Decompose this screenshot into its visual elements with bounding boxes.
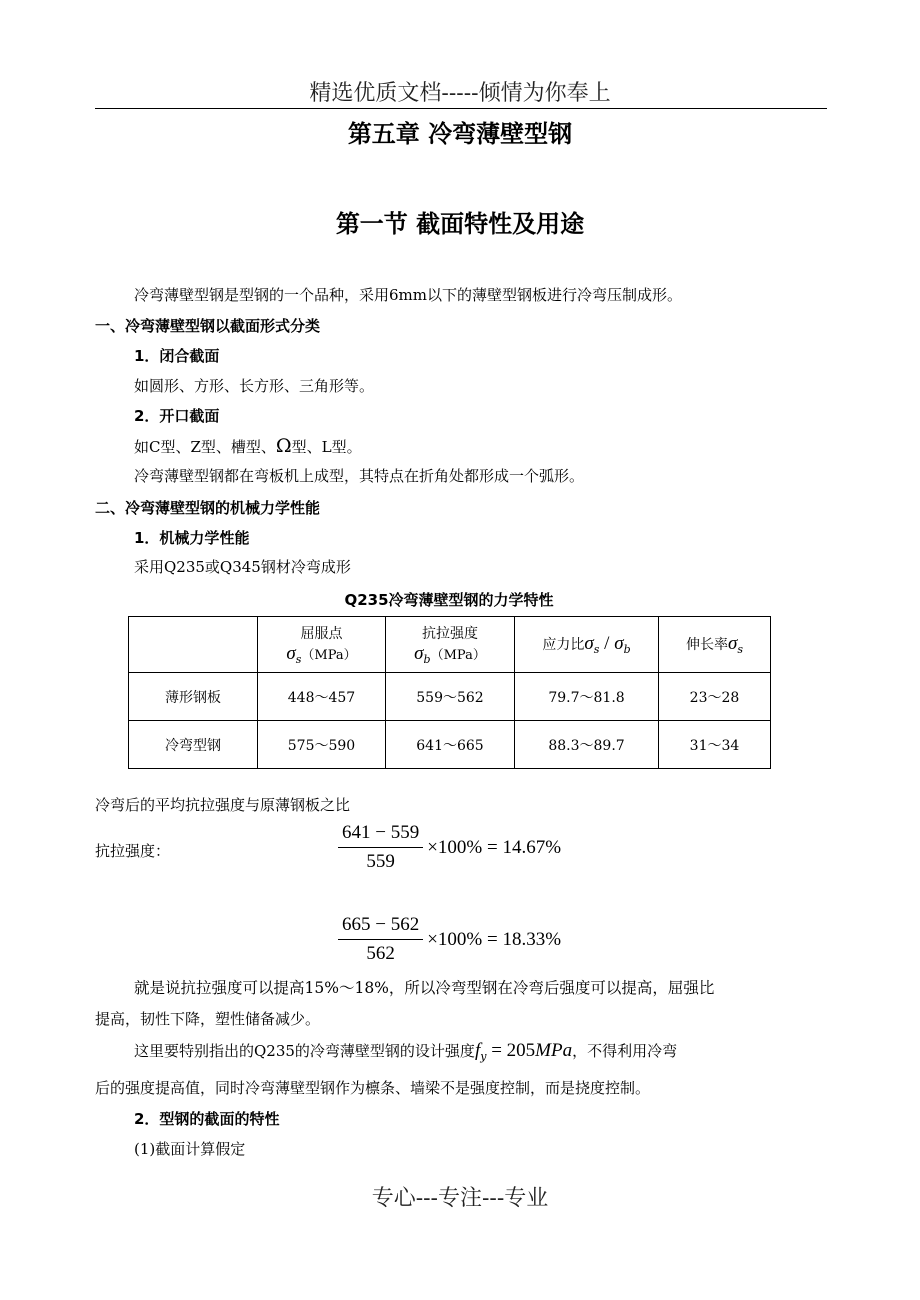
forming-text: 冷弯薄壁型钢都在弯板机上成型，其特点在折角处都形成一个弧形。 [134,467,585,485]
open-section-text-b: 型、L型。 [291,438,362,456]
row-elong-cell: 23～28 [659,673,771,721]
table-header-row [129,617,771,673]
fy-symbol: f [474,1040,481,1061]
row-yield-cell: 575～590 [258,721,386,769]
formula-1-result: ×100% = 14.67% [427,836,562,858]
heading-mechanical: 二、冷弯薄壁型钢的机械力学性能 [95,499,321,517]
row-tensile-cell: 641～665 [386,721,515,769]
row-yield-cell: 448～457 [258,673,386,721]
row-tensile-cell: 559～562 [386,673,515,721]
sigma-b-subscript: b [423,653,431,666]
page-footer: 专心---专注---专业 [371,1186,549,1211]
increase-text-line1: 就是说抗拉强度可以提高15%～18%，所以冷弯型钢在冷弯后强度可以提高，屈强比 [134,979,715,997]
assumption-text: (1)截面计算假定 [134,1140,246,1158]
formula-2-numerator: 665 − 562 [338,914,423,940]
heading-open-section: 2．开口截面 [134,407,220,425]
mechanical-properties-table [128,616,771,769]
header-tensile [386,617,515,673]
omega-symbol: Ω [275,435,292,457]
header-yield [258,617,386,673]
header-yield-label: 屈服点 [300,626,343,642]
table-row [129,721,771,769]
header-yield-unit: （MPa） [301,648,357,663]
ratio-sigma-b-symbol: σ [614,633,624,654]
ratio-sigma-s-subscript: s [593,643,600,656]
chapter-title: 第五章 冷弯薄壁型钢 [347,120,573,148]
design-strength-line2: 后的强度提高值，同时冷弯薄壁型钢作为檩条、墙梁不是强度控制，而是挠度控制。 [95,1079,651,1097]
fy-subscript: y [480,1050,487,1063]
open-section-text [134,436,362,457]
header-elongation-label: 伸长率 [685,637,728,653]
design-text-a: 这里要特别指出的Q235的冷弯薄壁型钢的设计强度 [134,1042,475,1060]
ratio-sigma-s-symbol: σ [584,633,594,654]
header-elongation [659,617,771,673]
ratio-sigma-b-subscript: b [623,643,631,656]
row-name-cell: 薄形钢板 [129,673,258,721]
header-empty-cell [129,617,258,673]
formula-tensile-2 [338,914,561,965]
row-name-cell: 冷弯型钢 [129,721,258,769]
formula-1-numerator: 641 − 559 [338,822,423,848]
row-ratio-cell: 79.7～81.8 [515,673,659,721]
intro-paragraph: 冷弯薄壁型钢是型钢的一个品种，采用6mm以下的薄壁型钢板进行冷弯压制成形。 [134,286,682,304]
header-stress-ratio [515,617,659,673]
elong-sigma-symbol: σ [727,633,738,654]
header-tensile-label: 抗拉强度 [422,626,478,642]
header-ratio-label: 应力比 [542,637,585,653]
header-tensile-unit: （MPa） [430,648,486,663]
sigma-b-symbol: σ [414,643,424,664]
open-section-text-a: 如C型、Z型、槽型、 [134,438,276,456]
heading-closed-section: 1．闭合截面 [134,347,220,365]
formula-2-denominator: 562 [366,943,395,964]
row-elong-cell: 31～34 [659,721,771,769]
formula-2-result: ×100% = 18.33% [427,928,562,950]
formula-1-denominator: 559 [366,851,395,872]
section-title: 第一节 截面特性及用途 [335,210,585,238]
header-divider [95,108,827,109]
design-strength-line1 [134,1041,677,1067]
ratio-intro-text: 冷弯后的平均抗拉强度与原薄钢板之比 [95,796,351,814]
table-row [129,673,771,721]
page-header: 精选优质文档-----倾情为你奉上 [309,81,611,106]
increase-text-line2: 提高，韧性下降，塑性储备减少。 [95,1010,321,1028]
heading-classification: 一、冷弯薄壁型钢以截面形式分类 [95,317,321,335]
heading-mechanical-props: 1．机械力学性能 [134,529,250,547]
closed-section-text: 如圆形、方形、长方形、三角形等。 [134,377,375,395]
sigma-s-subscript: s [295,653,302,666]
formula-tensile-1 [338,822,561,873]
design-unit: MPa [535,1040,573,1061]
ratio-slash: / [599,633,615,654]
table-caption: Q235冷弯薄壁型钢的力学特性 [344,591,554,609]
design-text-b: ，不得利用冷弯 [572,1042,678,1060]
tensile-label: 抗拉强度： [95,842,171,860]
design-value: = 205 [486,1040,536,1061]
elong-sigma-subscript: s [737,643,744,656]
heading-section-properties: 2．型钢的截面的特性 [134,1110,280,1128]
sigma-s-symbol: σ [286,643,296,664]
row-ratio-cell: 88.3～89.7 [515,721,659,769]
material-text: 采用Q235或Q345钢材冷弯成形 [134,558,351,576]
